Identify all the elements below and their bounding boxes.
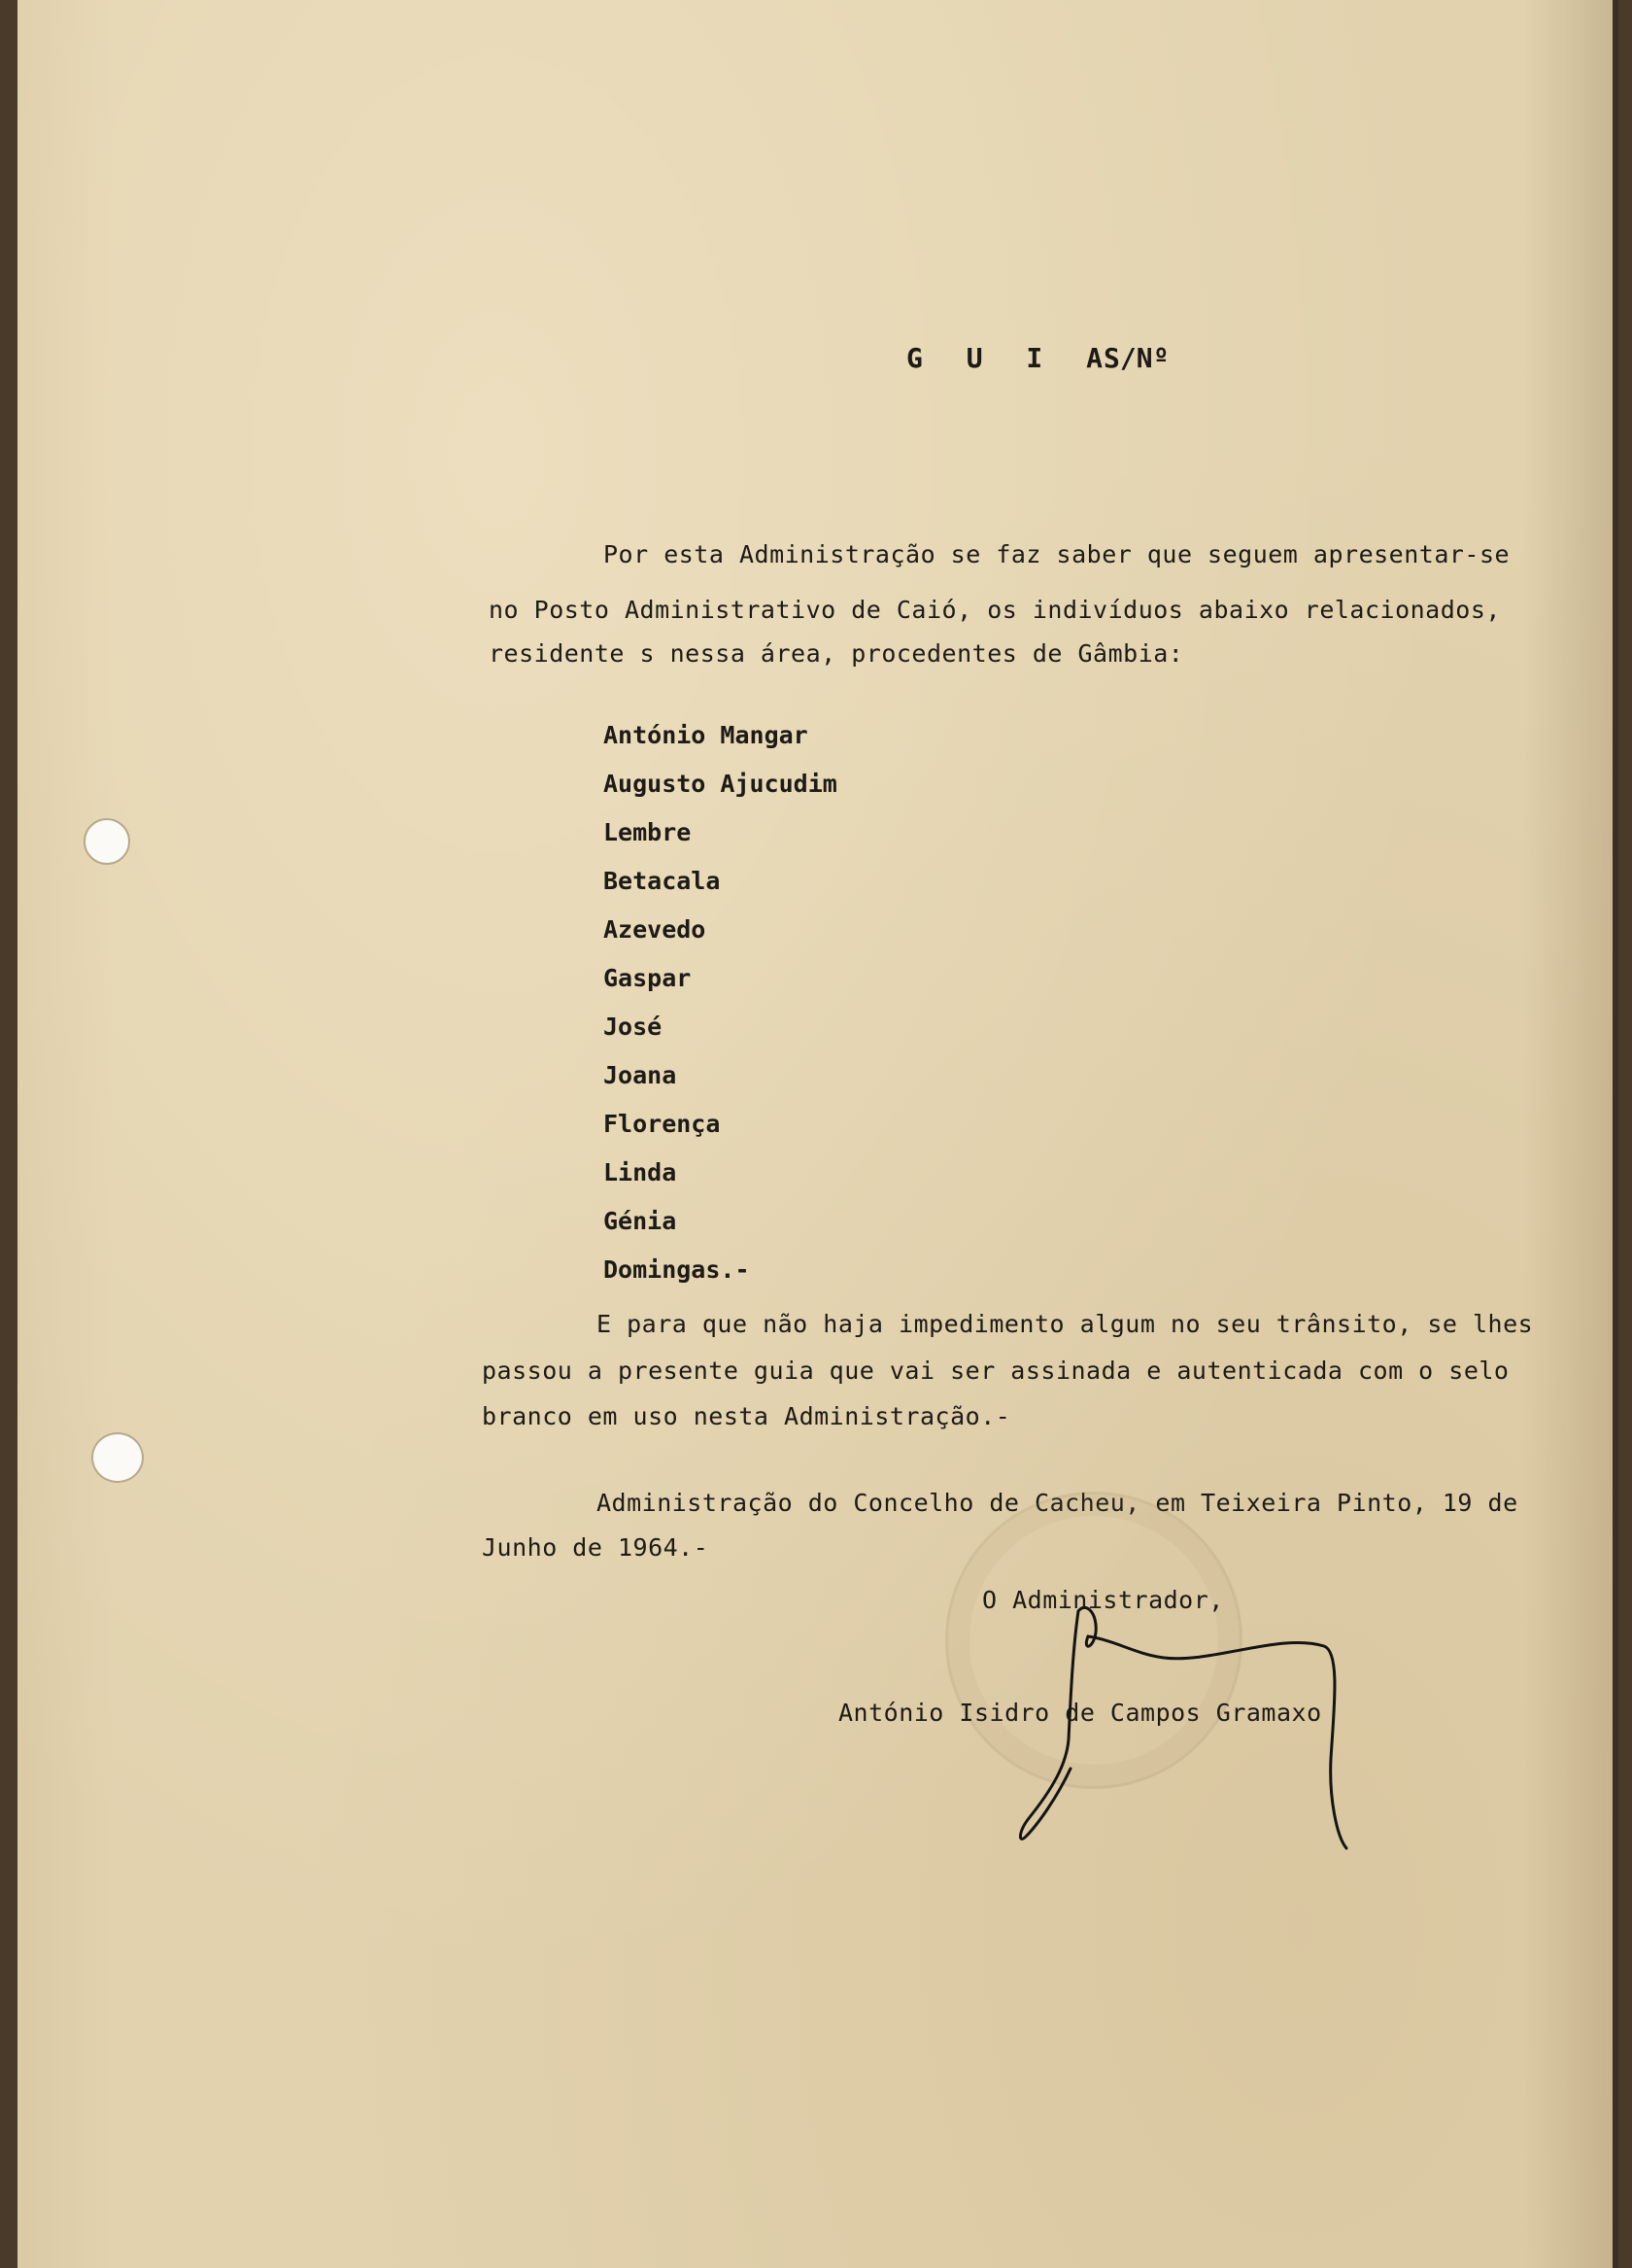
signatory-name: António Isidro de Campos Gramaxo <box>838 1699 1322 1727</box>
list-item: Linda <box>603 1158 677 1186</box>
list-item: Génia <box>603 1207 677 1235</box>
intro-line: no Posto Administrativo de Caió, os indivíduos abaixo relacionados, <box>489 596 1501 624</box>
list-item: Azevedo <box>603 915 706 944</box>
punch-hole-top <box>84 818 130 865</box>
closing-line: branco em uso nesta Administração.- <box>482 1402 1011 1430</box>
list-item: Joana <box>603 1061 677 1089</box>
document-title: G U I A <box>906 342 1117 374</box>
list-item: Florença <box>603 1110 721 1138</box>
handwritten-signature <box>989 1594 1377 1866</box>
document-number: S/Nº <box>1104 342 1170 374</box>
list-item: Betacala <box>603 867 721 895</box>
list-item: Lembre <box>603 818 692 846</box>
page-edge <box>1613 0 1618 2268</box>
list-item: António Mangar <box>603 721 808 749</box>
document-page <box>17 0 1618 2268</box>
list-item: José <box>603 1013 663 1041</box>
closing-line: passou a presente guia que vai ser assinada e autenticada com o selo <box>482 1357 1510 1385</box>
place-date-line: Junho de 1964.- <box>482 1533 709 1562</box>
list-item: Domingas.- <box>603 1255 750 1284</box>
list-item: Gaspar <box>603 964 692 992</box>
closing-line: E para que não haja impedimento algum no seu trânsito, se lhes <box>596 1310 1534 1338</box>
intro-line: residente s nessa área, procedentes de Gâmbia: <box>489 639 1184 668</box>
place-date-line: Administração do Concelho de Cacheu, em Teixeira Pinto, 19 de <box>596 1489 1518 1517</box>
intro-line: Por esta Administração se faz saber que seguem apresentar-se <box>603 540 1511 568</box>
list-item: Augusto Ajucudim <box>603 770 837 798</box>
punch-hole-bottom <box>91 1432 144 1483</box>
signatory-title: O Administrador, <box>982 1586 1224 1614</box>
